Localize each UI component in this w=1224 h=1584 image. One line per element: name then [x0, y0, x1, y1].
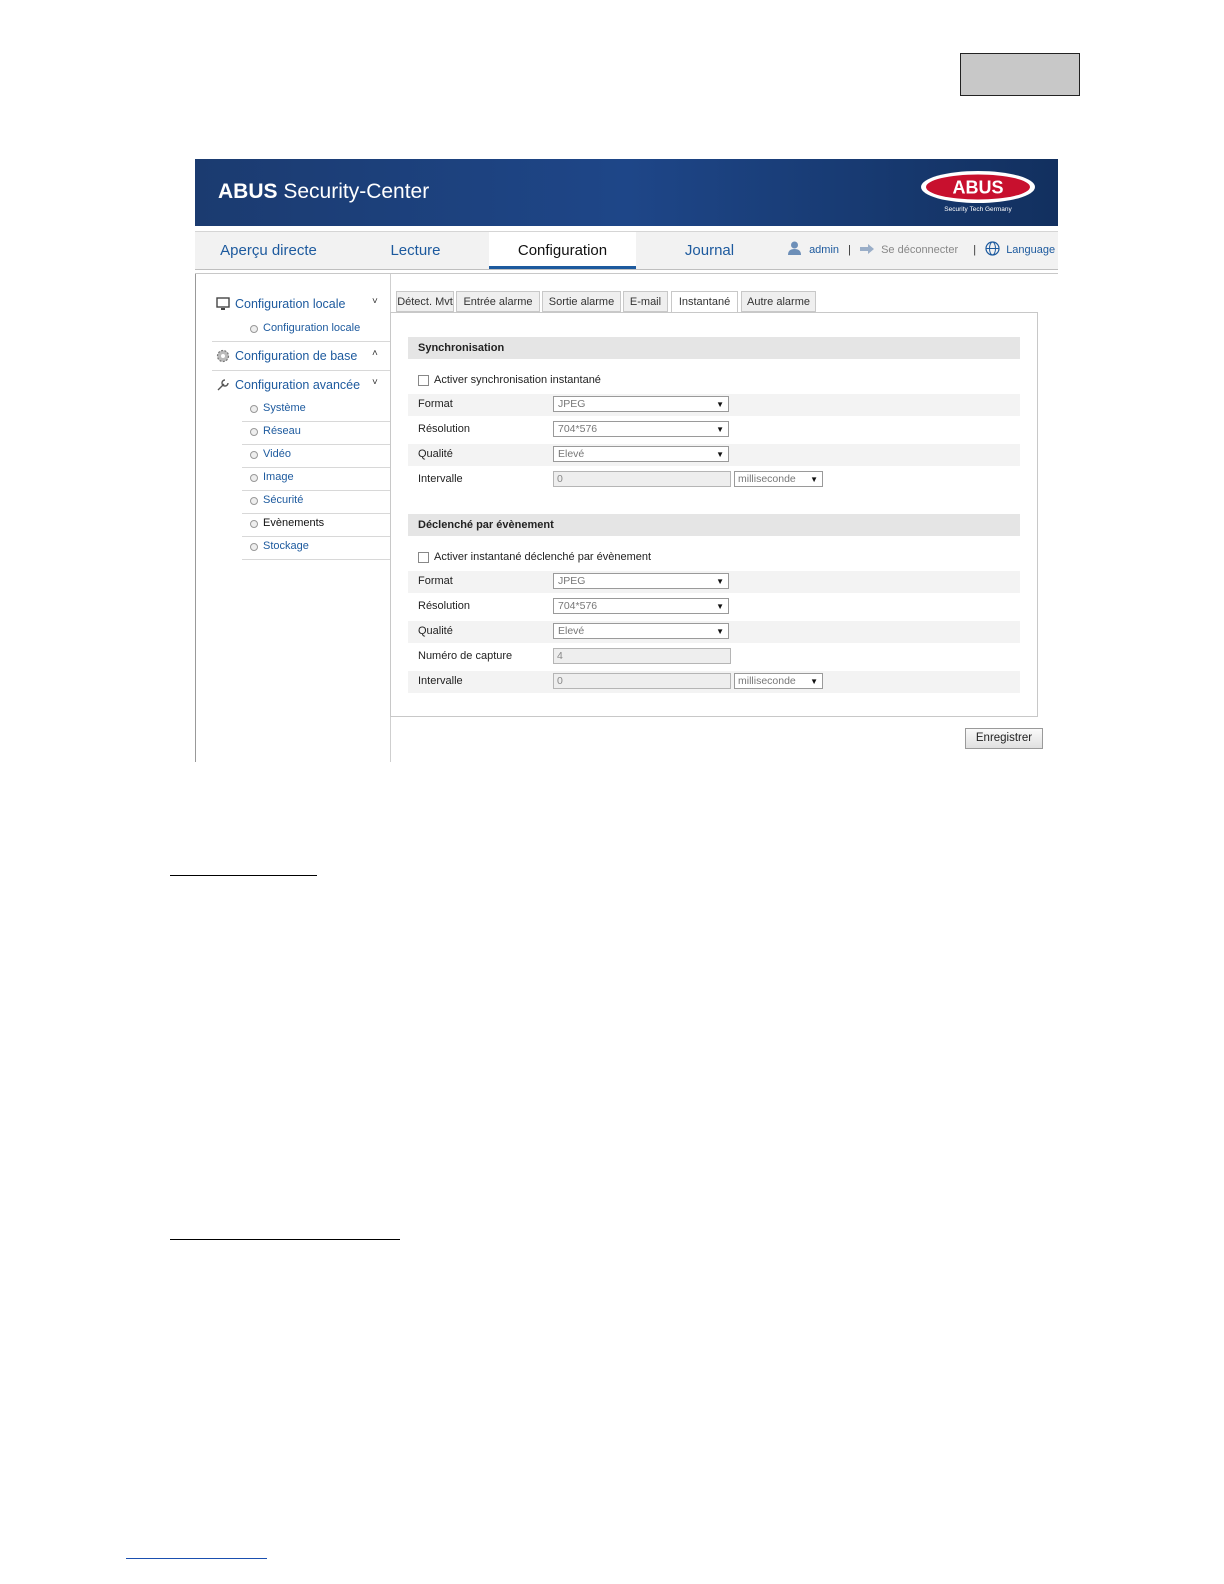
- event-format-row: [408, 571, 1020, 593]
- chevron-down-icon: ˅: [372, 296, 378, 307]
- link-underline: [126, 1558, 267, 1559]
- user-name-link[interactable]: admin: [809, 244, 840, 256]
- tab-detect-mvt[interactable]: Détect. Mvt: [396, 291, 454, 312]
- sidebar-item-systeme[interactable]: Système: [242, 399, 390, 422]
- dropdown-arrow-icon: ▼: [716, 627, 724, 636]
- sync-resolution-row: [408, 419, 1020, 441]
- nav-tab-apercu[interactable]: Aperçu directe: [220, 242, 317, 259]
- bullet-icon: [250, 543, 258, 551]
- divider: [212, 341, 390, 342]
- separator: |: [973, 244, 977, 256]
- nav-tab-journal[interactable]: Journal: [684, 242, 735, 259]
- user-menu: [787, 232, 1055, 269]
- section-header-event: Déclenché par évènement: [408, 514, 1020, 536]
- tab-email[interactable]: E-mail: [623, 291, 668, 312]
- snapshot-panel: [390, 312, 1038, 717]
- sync-interval-input[interactable]: 0: [553, 471, 731, 487]
- sync-resolution-select[interactable]: 704*576 ▼: [553, 421, 729, 437]
- event-interval-row: [408, 671, 1020, 693]
- event-quality-row: [408, 621, 1020, 643]
- tab-autre-alarme[interactable]: Autre alarme: [741, 291, 816, 312]
- logout-icon: [860, 244, 875, 254]
- tab-instantane[interactable]: Instantané: [671, 291, 738, 313]
- gear-icon: [216, 349, 230, 363]
- language-link[interactable]: Language: [1006, 244, 1056, 256]
- dropdown-arrow-icon: ▼: [810, 677, 818, 686]
- field-label: Intervalle: [418, 675, 463, 687]
- event-enable-label: Activer instantané déclenché par évènement: [434, 551, 652, 563]
- event-interval-unit-select[interactable]: milliseconde ▼: [734, 673, 823, 689]
- event-format-select[interactable]: JPEG ▼: [553, 573, 729, 589]
- bullet-icon: [250, 325, 258, 333]
- sync-interval-unit-select[interactable]: milliseconde ▼: [734, 471, 823, 487]
- svg-text:ABUS: ABUS: [952, 177, 1004, 198]
- dropdown-arrow-icon: ▼: [716, 400, 724, 409]
- sync-format-select[interactable]: JPEG ▼: [553, 396, 729, 412]
- app-header: [195, 159, 1058, 226]
- sync-enable-label: Activer synchronisation instantané: [434, 374, 601, 386]
- bullet-icon: [250, 428, 258, 436]
- bullet-icon: [250, 451, 258, 459]
- bullet-icon: [250, 520, 258, 528]
- event-quality-select[interactable]: Elevé ▼: [553, 623, 729, 639]
- separator: |: [848, 244, 851, 256]
- field-label: Format: [418, 575, 453, 587]
- app-title: ABUS Security-Center: [218, 180, 430, 203]
- dropdown-arrow-icon: ▼: [716, 602, 724, 611]
- save-button[interactable]: Enregistrer: [965, 728, 1043, 749]
- bullet-icon: [250, 497, 258, 505]
- sidebar-item-configuration-locale[interactable]: Configuration locale: [242, 319, 390, 341]
- chevron-up-icon: ˄: [372, 348, 378, 359]
- field-label: Résolution: [418, 600, 470, 612]
- globe-icon: [985, 241, 1000, 256]
- logout-link[interactable]: Se déconnecter: [881, 244, 959, 256]
- bullet-icon: [250, 474, 258, 482]
- sync-interval-row: [408, 469, 1020, 491]
- nav-tab-configuration[interactable]: Configuration: [489, 232, 636, 269]
- abus-logo: [918, 169, 1038, 215]
- section-header-synchronisation: Synchronisation: [408, 337, 1020, 359]
- sidebar-item-video[interactable]: Vidéo: [242, 445, 390, 468]
- event-resolution-row: [408, 596, 1020, 618]
- field-label: Numéro de capture: [418, 650, 513, 662]
- dropdown-arrow-icon: ▼: [810, 475, 818, 484]
- sync-quality-row: [408, 444, 1020, 466]
- user-icon: [787, 241, 802, 255]
- page-number-box: [960, 53, 1080, 96]
- dropdown-arrow-icon: ▼: [716, 577, 724, 586]
- event-enable-checkbox[interactable]: [418, 552, 429, 563]
- sidebar-item-evenements[interactable]: Evènements: [242, 514, 390, 537]
- field-label: Intervalle: [418, 473, 463, 485]
- sidebar-item-stockage[interactable]: Stockage: [242, 537, 390, 560]
- sync-quality-select[interactable]: Elevé ▼: [553, 446, 729, 462]
- event-interval-input[interactable]: 0: [553, 673, 731, 689]
- sync-enable-checkbox[interactable]: [418, 375, 429, 386]
- bullet-icon: [250, 405, 258, 413]
- event-resolution-select[interactable]: 704*576 ▼: [553, 598, 729, 614]
- dropdown-arrow-icon: ▼: [716, 425, 724, 434]
- field-label: Résolution: [418, 423, 470, 435]
- main-nav: [195, 231, 1058, 270]
- tab-sortie-alarme[interactable]: Sortie alarme: [542, 291, 621, 312]
- field-label: Qualité: [418, 448, 453, 460]
- abus-web-interface: [195, 159, 1058, 762]
- svg-text:Security Tech Germany: Security Tech Germany: [944, 206, 1012, 213]
- monitor-icon: [216, 297, 230, 311]
- sidebar-item-securite[interactable]: Sécurité: [242, 491, 390, 514]
- sync-format-row: [408, 394, 1020, 416]
- event-capture-input[interactable]: 4: [553, 648, 731, 664]
- tab-entree-alarme[interactable]: Entrée alarme: [456, 291, 540, 312]
- event-capture-row: [408, 646, 1020, 668]
- divider: [212, 370, 390, 371]
- wrench-icon: [216, 378, 230, 392]
- field-label: Qualité: [418, 625, 453, 637]
- dropdown-arrow-icon: ▼: [716, 450, 724, 459]
- nav-tab-lecture[interactable]: Lecture: [390, 242, 441, 259]
- sidebar-item-image[interactable]: Image: [242, 468, 390, 491]
- chevron-down-icon: ˅: [372, 377, 378, 388]
- sidebar-item-reseau[interactable]: Réseau: [242, 422, 390, 445]
- underline-rule: [170, 1239, 400, 1240]
- sidebar: Configuration locale ˅ Configuration locale Configuration de base ˄ Configuration avancée ˅ Système Réseau Vidéo Image Sécurité Evènements Stockage: [195, 274, 391, 762]
- field-label: Format: [418, 398, 453, 410]
- underline-rule: [170, 875, 317, 876]
- main-content: [390, 274, 1058, 762]
